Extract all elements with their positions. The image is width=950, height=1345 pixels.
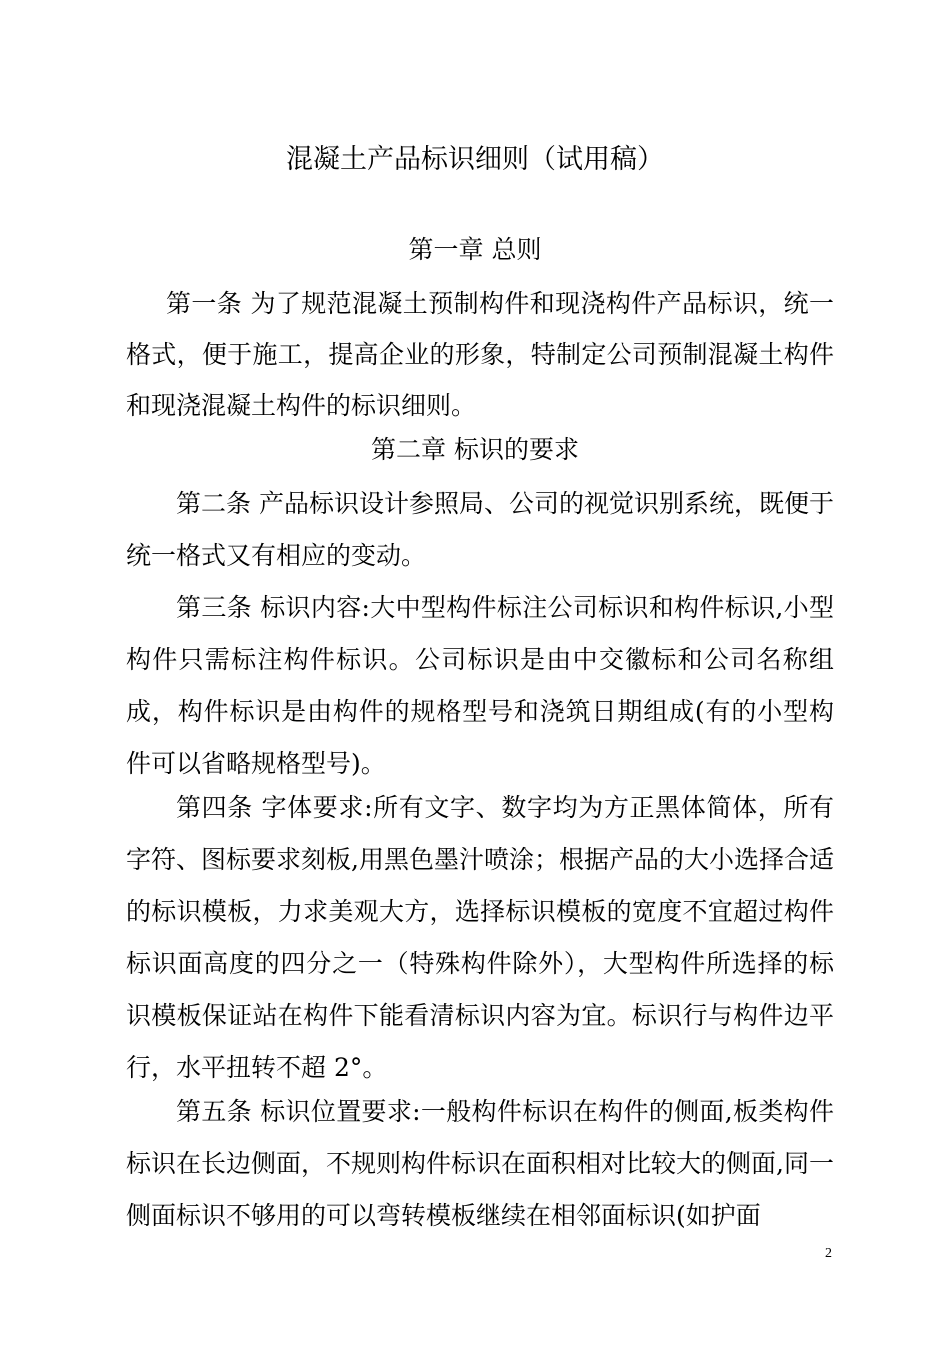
document-title: 混凝土产品标识细则（试用稿） xyxy=(286,144,664,175)
article-4: 第四条 字体要求:所有文字、数字均为方正黑体简体，所有字符、图标要求刻板,用黑色墨汁喷涂；根据产品的大小选择合适的标识模板，力求美观大方，选择标识模板的宽度不宜超过构件标识面高度的四分之一（特殊构件除外），大型构件所选择的标识模板保证站在构件下能看清标识内容为宜。标识行与构件边平行，水平扭转不超 2°。 xyxy=(126,793,834,1082)
article-1: 第一条 为了规范混凝土预制构件和现浇构件产品标识，统一格式，便于施工，提高企业的形象，特制定公司预制混凝土构件和现浇混凝土构件的标识细则。 xyxy=(126,289,834,420)
article-2: 第二条 产品标识设计参照局、公司的视觉识别系统，既便于统一格式又有相应的变动。 xyxy=(126,489,834,570)
article-5: 第五条 标识位置要求:一般构件标识在构件的侧面,板类构件标识在长边侧面，不规则构件标识在面积相对比较大的侧面,同一侧面标识不够用的可以弯转模板继续在相邻面标识(如护面 xyxy=(126,1097,834,1230)
page-number: 2 xyxy=(825,1246,832,1261)
chapter-heading-2: 第二章 标识的要求 xyxy=(371,435,579,464)
chapter-heading-1: 第一章 总则 xyxy=(408,235,542,264)
article-3: 第三条 标识内容:大中型构件标注公司标识和构件标识,小型构件只需标注构件标识。公司标识是由中交徽标和公司名称组成，构件标识是由构件的规格型号和浇筑日期组成(有的小型构件可以省略规格型号)。 xyxy=(126,593,834,778)
